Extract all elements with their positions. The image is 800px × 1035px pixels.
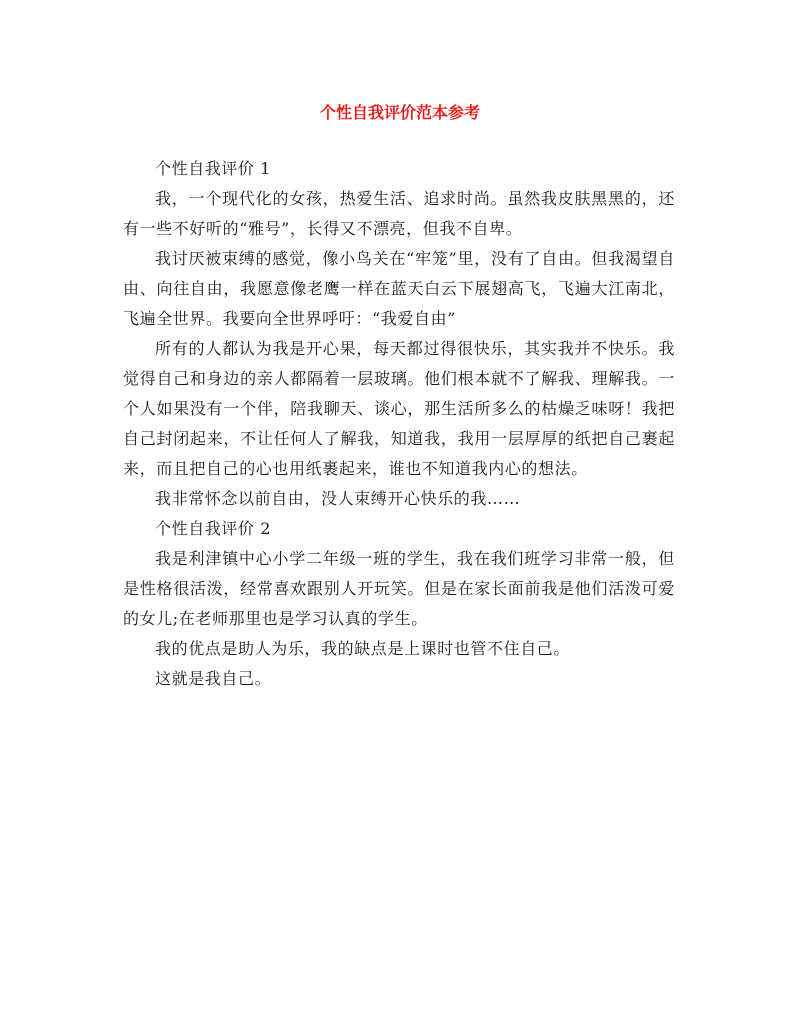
document-title: 个性自我评价范本参考	[319, 103, 480, 122]
section-2	[123, 514, 675, 694]
paragraph: 所有的人都认为我是开心果，每天都过得很快乐，其实我并不快乐。我觉得自己和身边的亲人都隔着一层玻璃。他们根本就不了解我、理解我。一个人如果没有一个伴，陪我聊天、谈心，那生活所多么的枯燥乏味呀！我把自己封闭起来，不让任何人了解我，知道我，我用一层厚厚的纸把自己裹起来，而且把自己的心也用纸裹起来，谁也不知道我内心的想法。	[123, 339, 675, 478]
paragraph: 这就是我自己。	[155, 669, 272, 688]
paragraph: 我讨厌被束缚的感觉，像小鸟关在“牢笼”里，没有了自由。但我渴望自由、向往自由，我愿意像老鹰一样在蓝天白云下展翅高飞，飞遍大江南北，飞遍全世界。我要向全世界呼吁：“我爱自由”	[123, 249, 675, 328]
paragraph: 我的优点是助人为乐，我的缺点是上课时也管不住自己。	[155, 639, 571, 658]
section-heading: 个性自我评价 2	[155, 519, 272, 538]
section-1	[123, 154, 675, 514]
paragraph: 我非常怀念以前自由，没人束缚开心快乐的我……	[155, 489, 521, 508]
section-heading: 个性自我评价 1	[155, 159, 272, 178]
paragraph: 我是利津镇中心小学二年级一班的学生，我在我们班学习非常一般，但是性格很活泼，经常喜欢跟别人开玩笑。但是在家长面前我是他们活泼可爱的女儿;在老师那里也是学习认真的学生。	[123, 549, 675, 628]
document-body	[123, 154, 675, 694]
paragraph: 我，一个现代化的女孩，热爱生活、追求时尚。虽然我皮肤黑黑的，还有一些不好听的“雅号”，长得又不漂亮，但我不自卑。	[123, 189, 675, 238]
